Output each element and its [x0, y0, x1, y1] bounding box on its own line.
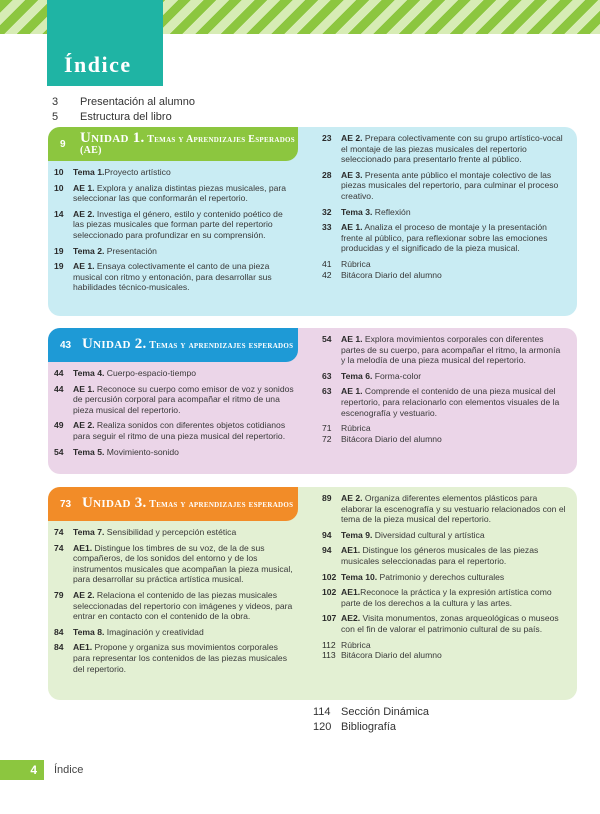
page-number: 114	[313, 706, 331, 718]
toc-entry[interactable]: 84 Tema 8. Imaginación y creatividad	[54, 626, 204, 637]
page-footer	[0, 760, 83, 780]
list-item[interactable]	[52, 110, 352, 125]
unit-2-left-column	[48, 368, 296, 462]
toc-entry[interactable]: 94 Tema 9. Diversidad cultural y artística	[322, 529, 485, 540]
toc-entry[interactable]: 54 Tema 5. Movimiento-sonido	[54, 446, 179, 457]
toc-entry[interactable]: 102 AE1.Reconoce la práctica y la expresión artística como parte de los derechos a la cultura y las artes.	[322, 587, 552, 608]
page-number: 3	[52, 96, 59, 108]
unit-title: Unidad 2. Temas y aprendizajes esperados	[82, 336, 294, 352]
toc-entry[interactable]: 19 Tema 2. Presentación	[54, 245, 157, 256]
toc-entry[interactable]: 10 AE 1. Explora y analiza distintas piezas musicales, para seleccionar las que conformarán el repertorio.	[54, 182, 287, 204]
toc-entry[interactable]: 102 Tema 10. Patrimonio y derechos culturales	[322, 571, 505, 582]
unit-page-number: 73	[60, 498, 72, 510]
toc-entry[interactable]: 107 AE2. Visita monumentos, zonas arqueológicas o museos con el fin de valorar el patrimonio cultural de su país.	[322, 613, 559, 634]
toc-entry[interactable]: 72 Bitácora Diario del alumno	[322, 433, 442, 444]
toc-entry[interactable]: 14 AE 2. Investiga el género, estilo y contenido poético de las piezas musicales que forman parte del repertorio seleccionado para profundizar en su comprensión.	[54, 208, 283, 240]
unit-1-panel	[48, 127, 577, 316]
toc-entry[interactable]: 113 Bitácora Diario del alumno	[322, 650, 442, 661]
toc-entry[interactable]: 44 AE 1. Reconoce su cuerpo como emisor de voz y sonidos de percusión corporal para acompañar el ritmo de una pieza musical del repertorio.	[54, 383, 294, 415]
unit-title: Unidad 3. Temas y aprendizajes esperados	[82, 495, 294, 511]
toc-entry[interactable]: 74 AE1. Distingue los timbres de su voz, de la de sus compañeros, de los sonidos del entorno y de los instrumentos musicales que acompañan la pieza musical, para desarrollar su práctica artística musical.	[54, 542, 293, 585]
toc-entry[interactable]: 33 AE 1. Analiza el proceso de montaje y la presentación frente al público, para reflexionar sobre las emociones producidas y el significado de la pieza musical.	[322, 222, 548, 254]
unit-page-number: 43	[60, 339, 72, 351]
list-item[interactable]	[313, 720, 573, 735]
list-item[interactable]	[52, 95, 352, 110]
unit-2-right-column	[316, 334, 566, 444]
back-matter-list	[313, 705, 573, 735]
unit-title: Unidad 1. Temas y Aprendizajes Esperados (AE)	[80, 129, 295, 156]
toc-entry[interactable]: 19 AE 1. Ensaya colectivamente el canto de una pieza musical con ritmo y entonación, para desarrollar sus habilidades técnico-musicales.	[54, 261, 272, 293]
toc-entry[interactable]: 74 Tema 7. Sensibilidad y percepción estética	[54, 527, 237, 537]
item-label: Sección Dinámica	[341, 706, 430, 718]
toc-entry[interactable]: 23 AE 2. Prepara colectivamente con su grupo artístico-vocal el montaje de las piezas musicales del repertorio seleccionado para presentarlo frente al público.	[322, 133, 563, 165]
unit-1-right-column	[316, 133, 566, 280]
unit-page-number: 9	[60, 138, 66, 150]
unit-3-header[interactable]	[48, 487, 298, 521]
toc-entry[interactable]: 112 Rúbrica	[322, 639, 371, 650]
toc-entry[interactable]: 94 AE1. Distingue los géneros musicales de las piezas musicales seleccionadas para el repertorio.	[322, 545, 539, 566]
toc-entry[interactable]: 32 Tema 3. Reflexión	[322, 206, 411, 217]
page-number: 120	[313, 721, 332, 733]
unit-3-right-column	[316, 493, 566, 661]
unit-2-panel	[48, 328, 577, 474]
toc-entry[interactable]: 41 Rúbrica	[322, 258, 371, 269]
toc-entry[interactable]: 44 Tema 4. Cuerpo-espacio-tiempo	[54, 368, 197, 378]
toc-entry[interactable]: 10 Tema 1.Proyecto artístico	[54, 167, 171, 177]
item-label: Presentación al alumno	[80, 96, 195, 108]
toc-entry[interactable]: 54 AE 1. Explora movimientos corporales con diferentes partes de su cuerpo, para acompañar el ritmo, la armonía y la melodía de una pieza musical del repertorio.	[322, 334, 561, 366]
front-matter-list	[52, 95, 352, 125]
list-item[interactable]	[313, 705, 573, 720]
item-label: Estructura del libro	[80, 111, 172, 123]
item-label: Bibliografía	[341, 721, 397, 733]
page-title: Índice	[64, 52, 132, 77]
index-title-box	[47, 0, 163, 86]
unit-3-panel	[48, 487, 577, 700]
footer-label: Índice	[54, 764, 84, 776]
toc-entry[interactable]: 42 Bitácora Diario del alumno	[322, 269, 442, 280]
unit-1-header[interactable]	[48, 127, 298, 161]
toc-entry[interactable]: 71 Rúbrica	[322, 423, 371, 434]
toc-entry[interactable]: 49 AE 2. Realiza sonidos con diferentes objetos cotidianos para seguir el ritmo de una pieza musical del repertorio.	[54, 420, 286, 441]
page-number: 5	[52, 111, 59, 123]
toc-entry[interactable]: 79 AE 2. Relaciona el contenido de las piezas musicales seleccionadas del repertorio con imágenes y videos, para entrar en contacto con el contenido de la obra.	[54, 589, 293, 622]
unit-1-left-column	[48, 167, 296, 298]
toc-entry[interactable]: 84 AE1. Propone y organiza sus movimientos corporales para representar los contenidos de las piezas musicales del repertorio.	[54, 642, 288, 674]
toc-entry[interactable]: 63 AE 1. Comprende el contenido de una pieza musical del repertorio, para relacionarlo con elementos visuales de la escenografía y vestuario.	[322, 386, 560, 418]
footer-page-number: 4	[0, 760, 44, 780]
toc-entry[interactable]: 63 Tema 6. Forma-color	[322, 370, 422, 381]
toc-entry[interactable]: 89 AE 2. Organiza diferentes elementos plásticos para elaborar la escenografía y su vestuario relacionados con el tema de la pieza musical del repertorio.	[322, 493, 566, 525]
unit-2-header[interactable]	[48, 328, 298, 362]
toc-entry[interactable]: 28 AE 3. Presenta ante público el montaje colectivo de las piezas musicales del repertorio, para culminar el proceso creativo.	[322, 169, 559, 201]
unit-3-left-column	[48, 527, 296, 679]
